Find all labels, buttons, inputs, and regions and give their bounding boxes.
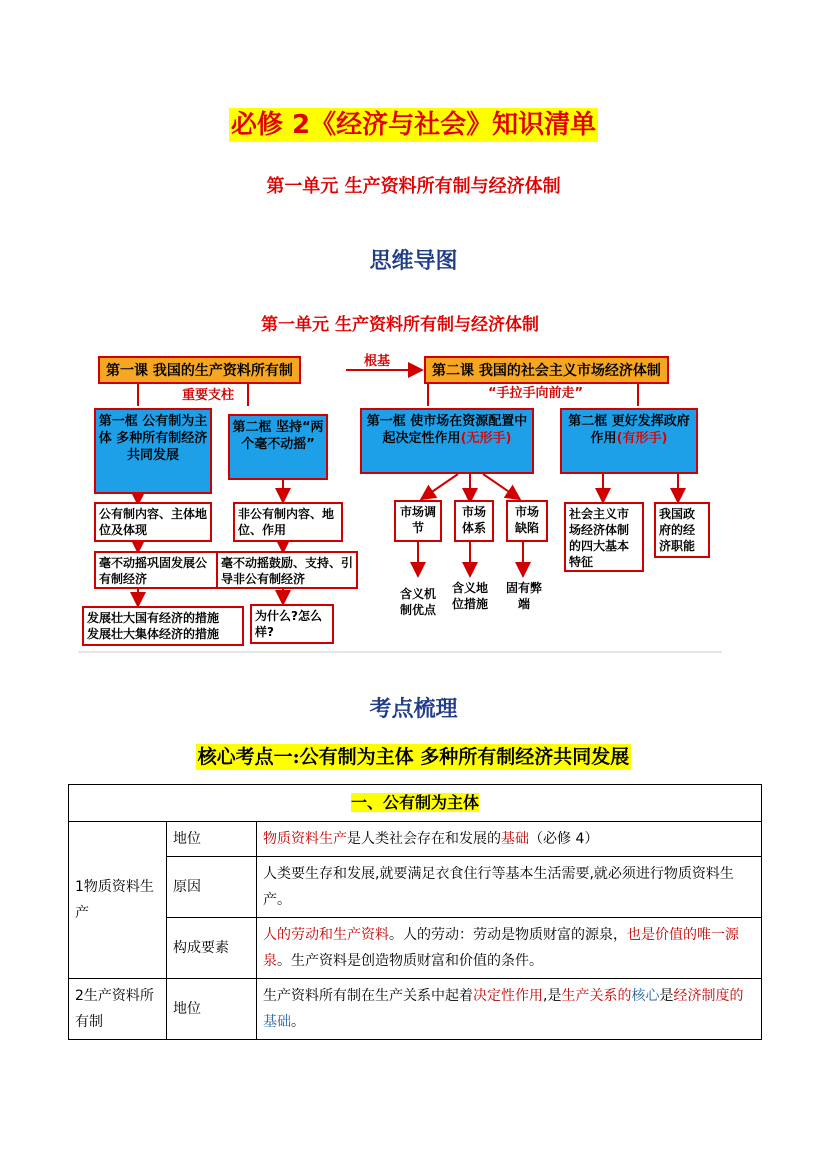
detail-defects: 固有弊端 xyxy=(506,581,543,611)
row-text-segment: 。人的劳动：劳动是物质财富的源泉， xyxy=(389,927,627,943)
lesson-1-box: 第一课 我国的生产资料所有制 xyxy=(98,356,301,384)
row-text-segment: 物质资料生产 xyxy=(263,831,347,847)
frame-2-2 xyxy=(560,408,698,474)
lesson-2-box: 第二课 我国的社会主义市场经济体制 xyxy=(424,356,669,384)
row-text-segment: 经济制度的 xyxy=(673,988,744,1004)
row-text-segment: 生产资料所有制在生产关系中起着 xyxy=(263,988,473,1004)
node-measures xyxy=(82,606,244,646)
lesson-1-subtitle: 重要支柱 xyxy=(182,388,235,403)
knowledge-table xyxy=(68,784,762,1040)
frame-2-1 xyxy=(360,408,534,474)
lesson-2-subtitle: “手拉手向前走” xyxy=(488,386,584,401)
detail-regulation: 含义机制优点 xyxy=(400,587,437,617)
frame-2-2-text: 第二框 更好发挥政府作用 xyxy=(568,414,690,446)
row-text-segment: 也是价值的唯一源泉 xyxy=(263,927,739,969)
row-content xyxy=(257,822,762,857)
node-market-defects: 市场缺陷 xyxy=(506,500,548,542)
row-text-segment: ,是 xyxy=(543,988,562,1004)
detail-system: 含义地位措施 xyxy=(452,581,489,611)
row-text-segment: 人的劳动和生产资料 xyxy=(263,927,389,943)
frame-2-1-tag: (无形手) xyxy=(460,431,512,446)
row-label: 地位 xyxy=(167,979,257,1040)
node-gov-functions: 我国政府的经济职能 xyxy=(654,502,710,558)
row-label: 原因 xyxy=(167,857,257,918)
node-market-regulation: 市场调节 xyxy=(394,500,442,542)
row-label: 构成要素 xyxy=(167,918,257,979)
kaodian-heading: 考点梳理 xyxy=(369,696,458,722)
row-text-segment: 是 xyxy=(659,988,674,1004)
group-means-ownership: 2生产资料所有制 xyxy=(69,979,167,1040)
row-label: 地位 xyxy=(167,822,257,857)
row-content xyxy=(257,979,762,1040)
group-material-production: 1物质资料生产 xyxy=(69,822,167,979)
table-header: 一、公有制为主体 xyxy=(69,785,762,822)
frame-2-1-text: 第一框 使市场在资源配置中起决定性作用 xyxy=(366,414,528,446)
unit-title: 第一单元 生产资料所有制与经济体制 xyxy=(266,176,561,197)
node-public-consolidate: 毫不动摇巩固发展公有制经济 xyxy=(94,551,218,589)
node-public-content: 公有制内容、主体地位及体现 xyxy=(94,502,212,542)
node-why-how: 为什么?怎么样? xyxy=(250,604,334,644)
row-text-segment: 基础 xyxy=(501,831,529,847)
frame-2-2-tag: (有形手) xyxy=(616,431,668,446)
node-four-features: 社会主义市场经济体制的四大基本特征 xyxy=(564,502,644,572)
row-text-segment: 核心 xyxy=(631,988,660,1004)
node-market-system: 市场体系 xyxy=(454,500,494,542)
node-measures-collective: 发展壮大集体经济的措施 xyxy=(87,627,220,641)
row-text-segment: 基础 xyxy=(263,1014,291,1030)
frame-1-2: 第二框 坚持“两个毫不动摇” xyxy=(228,414,328,480)
node-nonpublic-encourage: 毫不动摇鼓励、支持、引导非公有制经济 xyxy=(216,551,358,589)
row-text-segment: 生产关系的 xyxy=(561,988,632,1004)
document-title: 必修 2《经济与社会》知识清单 xyxy=(230,110,597,140)
node-nonpublic-content: 非公有制内容、地位、作用 xyxy=(233,502,343,542)
mindmap-title: 第一单元 生产资料所有制与经济体制 xyxy=(261,315,539,335)
row-text-segment: 。 xyxy=(291,1014,305,1030)
node-measures-state: 发展壮大国有经济的措施 xyxy=(87,611,220,625)
core-point-title: 核心考点一:公有制为主体 多种所有制经济共同发展 xyxy=(197,746,630,768)
mindmap-heading: 思维导图 xyxy=(369,248,458,274)
row-text-segment: 人类要生存和发展,就要满足衣食住行等基本生活需要,就必须进行物质资料生产。 xyxy=(263,866,734,908)
mind-map xyxy=(78,298,722,654)
row-content xyxy=(257,918,762,979)
frame-1-1: 第一框 公有制为主体 多种所有制经济共同发展 xyxy=(94,408,212,494)
row-text-segment: 决定性作用 xyxy=(473,988,543,1004)
row-text-segment: （必修 4） xyxy=(529,831,599,847)
row-text-segment: 是人类社会存在和发展的 xyxy=(347,831,501,847)
link-label: 根基 xyxy=(364,354,391,369)
row-text-segment: 。生产资料是创造物质财富和价值的条件。 xyxy=(277,953,543,969)
row-content xyxy=(257,857,762,918)
